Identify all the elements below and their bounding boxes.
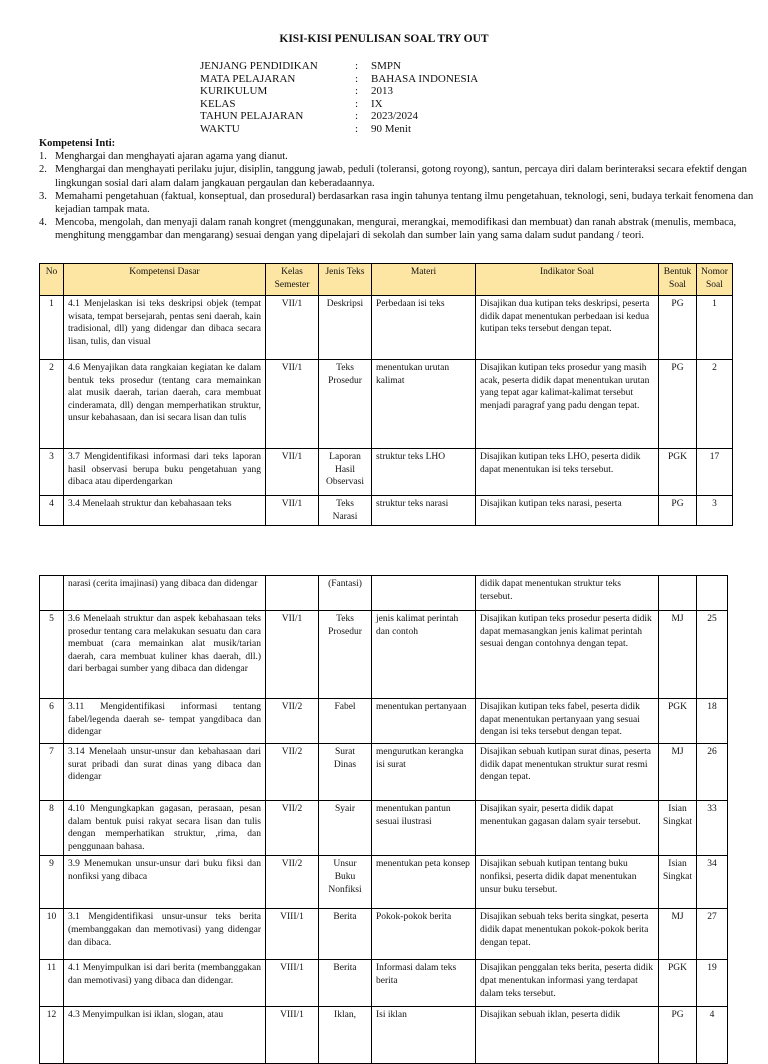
cell-kompetensi-dasar: 3.1 Mengidentifikasi unsur-unsur teks berita (membanggakan dan memotivasi) yang didengar dan dibaca. (64, 909, 266, 960)
kompetensi-item (39, 190, 759, 216)
cell-no: 12 (40, 1007, 64, 1064)
table-row (40, 960, 728, 1007)
cell-materi: menentukan pertanyaan (372, 699, 476, 744)
cell-nomor-soal: 19 (697, 960, 728, 1007)
cell-indikator-soal: didik dapat menentukan struktur teks tersebut. (476, 576, 659, 611)
header-kelas-semester: Kelas Semester (266, 264, 319, 296)
meta-key: TAHUN PELAJARAN (200, 110, 304, 123)
cell-bentuk-soal: PG (659, 496, 697, 526)
kompetensi-item (39, 150, 759, 163)
cell-kompetensi-dasar: 3.14 Menelaah unsur-unsur dan kebahasaan dari surat pribadi dan surat dinas yang dibaca dan didengar (64, 744, 266, 801)
table-row (40, 449, 733, 496)
cell-bentuk-soal: PGK (659, 960, 697, 1007)
header-jenis-teks: Jenis Teks (319, 264, 372, 296)
kompetensi-heading: Kompetensi Inti: (39, 138, 116, 149)
cell-materi: Isi iklan (372, 1007, 476, 1064)
cell-indikator-soal: Disajikan sebuah iklan, peserta didik (476, 1007, 659, 1064)
cell-kelas-semester: VII/1 (266, 496, 319, 526)
header-no: No (40, 264, 64, 296)
kompetensi-text: Menghargai dan menghayati ajaran agama yang dianut. (55, 151, 288, 163)
cell-kelas-semester: VII/1 (266, 449, 319, 496)
meta-row (200, 73, 478, 86)
meta-row (200, 110, 478, 123)
cell-kelas-semester: VII/2 (266, 856, 319, 909)
cell-nomor-soal: 25 (697, 611, 728, 699)
cell-kelas-semester: VII/1 (266, 360, 319, 449)
cell-jenis-teks: Teks Prosedur (319, 611, 372, 699)
meta-value: 2023/2024 (371, 110, 419, 123)
table-row (40, 611, 728, 699)
cell-bentuk-soal: PGK (659, 699, 697, 744)
cell-bentuk-soal: PG (659, 1007, 697, 1064)
cell-materi: struktur teks LHO (372, 449, 476, 496)
cell-nomor-soal: 3 (697, 496, 733, 526)
cell-no: 8 (40, 801, 64, 856)
cell-kelas-semester: VIII/1 (266, 1007, 319, 1064)
cell-nomor-soal: 18 (697, 699, 728, 744)
cell-jenis-teks: Fabel (319, 699, 372, 744)
kompetensi-inti (39, 137, 759, 243)
table-body (40, 576, 728, 1064)
meta-key: KURIKULUM (200, 85, 268, 98)
cell-bentuk-soal: PGK (659, 449, 697, 496)
cell-jenis-teks: Berita (319, 960, 372, 1007)
table-row (40, 496, 733, 526)
table-header-row (40, 264, 733, 296)
cell-jenis-teks: Teks Narasi (319, 496, 372, 526)
kompetensi-number: 1. (39, 151, 47, 163)
cell-jenis-teks: Unsur Buku Nonfiksi (319, 856, 372, 909)
cell-jenis-teks: Surat Dinas (319, 744, 372, 801)
cell-nomor-soal: 17 (697, 449, 733, 496)
cell-materi (372, 576, 476, 611)
cell-jenis-teks: Laporan Hasil Observasi (319, 449, 372, 496)
kisi-kisi-table (39, 263, 733, 526)
meta-value: BAHASA INDONESIA (371, 72, 479, 85)
cell-nomor-soal: 27 (697, 909, 728, 960)
table-row (40, 744, 728, 801)
cell-kompetensi-dasar: 4.1 Menjelaskan isi teks deskripsi objek (tempat wisata, tempat bersejarah, pentas seni daerah, kain tradisional, dll) yang didengar dan dibaca secara lisan, tulis, dan visual (64, 296, 266, 360)
cell-jenis-teks: Deskripsi (319, 296, 372, 360)
kompetensi-item (39, 163, 759, 189)
kisi-kisi-table-continued (39, 575, 728, 1064)
cell-nomor-soal (697, 576, 728, 611)
cell-kelas-semester: VIII/1 (266, 960, 319, 1007)
cell-kompetensi-dasar: 3.9 Menemukan unsur-unsur dari buku fiksi dan nonfiksi yang dibaca (64, 856, 266, 909)
cell-indikator-soal: Disajikan kutipan teks prosedur peserta didik dapat memasangkan jenis kalimat perintah sesuai dengan contohnya dengan tepat. (476, 611, 659, 699)
cell-bentuk-soal: MJ (659, 611, 697, 699)
meta-colon: : (355, 97, 359, 110)
table-row (40, 296, 733, 360)
cell-no: 3 (40, 449, 64, 496)
cell-bentuk-soal: PG (659, 360, 697, 449)
cell-materi: menentukan pantun sesuai ilustrasi (372, 801, 476, 856)
meta-key: WAKTU (200, 122, 240, 135)
cell-bentuk-soal: MJ (659, 909, 697, 960)
document-meta (200, 60, 478, 136)
kompetensi-number: 2. (39, 164, 47, 176)
cell-no: 2 (40, 360, 64, 449)
meta-key: KELAS (200, 97, 236, 110)
table-row (40, 909, 728, 960)
meta-value: 2013 (371, 85, 393, 98)
cell-nomor-soal: 34 (697, 856, 728, 909)
meta-key: JENJANG PENDIDIKAN (200, 60, 318, 72)
kompetensi-text: Menghargai dan menghayati perilaku jujur, disiplin, tanggung jawab, peduli (toleransi, gotong royong), santun, percaya diri dalam berinteraksi secara efektif dengan lingkungan sosial dari alam dalam jangkauan pergaulan dan keberadaannya. (55, 164, 747, 189)
table-row (40, 360, 733, 449)
cell-jenis-teks: Syair (319, 801, 372, 856)
cell-jenis-teks: Teks Prosedur (319, 360, 372, 449)
cell-materi: menentukan urutan kalimat (372, 360, 476, 449)
cell-nomor-soal: 33 (697, 801, 728, 856)
cell-materi: Pokok-pokok berita (372, 909, 476, 960)
cell-nomor-soal: 2 (697, 360, 733, 449)
cell-kelas-semester: VII/1 (266, 296, 319, 360)
cell-materi: Informasi dalam teks berita (372, 960, 476, 1007)
header-nomor-soal: Nomor Soal (697, 264, 733, 296)
header-bentuk-soal: Bentuk Soal (659, 264, 697, 296)
cell-kompetensi-dasar: 4.10 Mengungkapkan gagasan, perasaan, pesan dalam bentuk puisi rakyat secara lisan dan tulis dengan memperhatikan struktur, ,rima, dan penggunaan bahasa. (64, 801, 266, 856)
cell-no: 1 (40, 296, 64, 360)
meta-row (200, 98, 478, 111)
table-row (40, 801, 728, 856)
meta-colon: : (355, 60, 359, 72)
kompetensi-item (39, 216, 759, 242)
cell-materi: Perbedaan isi teks (372, 296, 476, 360)
cell-jenis-teks: Iklan, (319, 1007, 372, 1064)
cell-no: 5 (40, 611, 64, 699)
table-row (40, 1007, 728, 1064)
cell-indikator-soal: Disajikan dua kutipan teks deskripsi, peserta didik dapat menentukan perbedaan isi kedua kutipan teks tersebut dengan tepat. (476, 296, 659, 360)
cell-indikator-soal: Disajikan kutipan teks LHO, peserta didik dapat menentukan isi teks tersebut. (476, 449, 659, 496)
meta-value: 90 Menit (371, 122, 412, 135)
cell-jenis-teks: Berita (319, 909, 372, 960)
cell-indikator-soal: Disajikan sebuah kutipan surat dinas, peserta didik dapat menentukan struktur surat resmi dengan tepat. (476, 744, 659, 801)
meta-key: MATA PELAJARAN (200, 72, 296, 85)
header-kompetensi-dasar: Kompetensi Dasar (64, 264, 266, 296)
cell-nomor-soal: 1 (697, 296, 733, 360)
kompetensi-text: Memahami pengetahuan (faktual, konseptual, dan prosedural) berdasarkan rasa ingin tahunya tentang ilmu pengetahuan, teknologi, seni, budaya terkait fenomena dan kejadian tampak mata. (55, 190, 754, 216)
cell-indikator-soal: Disajikan kutipan teks narasi, peserta (476, 496, 659, 526)
document-title: KISI-KISI PENULISAN SOAL TRY OUT (279, 33, 489, 45)
cell-bentuk-soal: Isian Singkat (659, 856, 697, 909)
cell-indikator-soal: Disajikan sebuah kutipan tentang buku nonfiksi, peserta didik dapat menentukan unsur buku tersebut. (476, 856, 659, 909)
meta-row (200, 85, 478, 98)
meta-value: SMPN (371, 60, 401, 72)
header-indikator-soal: Indikator Soal (476, 264, 659, 296)
cell-indikator-soal: Disajikan kutipan teks fabel, peserta didik dapat menentukan pertanyaan yang sesuai dengan isi teks tersebut dengan tepat. (476, 699, 659, 744)
meta-row (200, 60, 478, 73)
meta-row (200, 123, 478, 136)
cell-kelas-semester: VII/1 (266, 611, 319, 699)
cell-bentuk-soal: Isian Singkat (659, 801, 697, 856)
cell-indikator-soal: Disajikan syair, peserta didik dapat menentukan gagasan dalam syair tersebut. (476, 801, 659, 856)
meta-value: IX (371, 97, 383, 110)
cell-kelas-semester (266, 576, 319, 611)
header-materi: Materi (372, 264, 476, 296)
cell-kelas-semester: VII/2 (266, 801, 319, 856)
meta-colon: : (355, 85, 359, 98)
cell-kompetensi-dasar: 3.4 Menelaah struktur dan kebahasaan teks (64, 496, 266, 526)
cell-materi: jenis kalimat perintah dan contoh (372, 611, 476, 699)
cell-kompetensi-dasar: narasi (cerita imajinasi) yang dibaca dan didengar (64, 576, 266, 611)
cell-bentuk-soal: PG (659, 296, 697, 360)
cell-kompetensi-dasar: 4.3 Menyimpulkan isi iklan, slogan, atau (64, 1007, 266, 1064)
cell-indikator-soal: Disajikan sebuah teks berita singkat, peserta didik dapat menentukan pokok-pokok berita dengan tepat. (476, 909, 659, 960)
cell-no: 6 (40, 699, 64, 744)
cell-no: 10 (40, 909, 64, 960)
kompetensi-text: Mencoba, mengolah, dan menyaji dalam ranah kongret (menggunakan, mengurai, merangkai, memodifikasi dan membuat) dan ranah abstrak (menulis, membaca, menghitung menggambar dan mengarang) sesuai dengan yang dipelajari di sekolah dan sumber lain yang sama dalam sudut pandang / teori. (55, 217, 737, 242)
cell-kompetensi-dasar: 4.6 Menyajikan data rangkaian kegiatan ke dalam bentuk teks prosedur (tentang cara memainkan alat musik daerah, tarian daerah, cara membuat cinderamata, dll) dengan memperhatikan struktur, unsur kebahasaan, dan isi secara lisan dan tulis (64, 360, 266, 449)
cell-no: 9 (40, 856, 64, 909)
meta-colon: : (355, 72, 359, 85)
cell-bentuk-soal (659, 576, 697, 611)
cell-materi: mengurutkan kerangka isi surat (372, 744, 476, 801)
table-row (40, 699, 728, 744)
cell-bentuk-soal: MJ (659, 744, 697, 801)
table-row (40, 576, 728, 611)
table-body (40, 296, 733, 526)
cell-kompetensi-dasar: 4.1 Menyimpulkan isi dari berita (membanggakan dan memotivasi) yang dibaca dan didengar. (64, 960, 266, 1007)
meta-colon: : (355, 122, 359, 135)
cell-kelas-semester: VII/2 (266, 699, 319, 744)
cell-kompetensi-dasar: 3.7 Mengidentifikasi informasi dari teks laporan hasil observasi berupa buku pengetahuan yang dibaca atau diperdengarkan (64, 449, 266, 496)
cell-jenis-teks: (Fantasi) (319, 576, 372, 611)
cell-nomor-soal: 26 (697, 744, 728, 801)
cell-materi: menentukan peta konsep (372, 856, 476, 909)
cell-no: 11 (40, 960, 64, 1007)
cell-indikator-soal: Disajikan kutipan teks prosedur yang masih acak, peserta didik dapat menentukan urutan yang tepat agar kalimat-kalimat tersebut menjadi paragraf yang padu dengan tepat. (476, 360, 659, 449)
cell-kompetensi-dasar: 3.6 Menelaah struktur dan aspek kebahasaan teks prosedur tentang cara melakukan sesuatu dan cara membuat (cara memainkan alat musik/tarian daerah, cara membuat kuliner khas daerah, dll.) dari berbagai sumber yang dibaca dan didengar (64, 611, 266, 699)
cell-kompetensi-dasar: 3.11 Mengidentifikasi informasi tentang fabel/legenda daerah se- tempat yangdibaca dan didengar (64, 699, 266, 744)
cell-nomor-soal: 4 (697, 1007, 728, 1064)
cell-no: 7 (40, 744, 64, 801)
cell-no: 4 (40, 496, 64, 526)
kompetensi-number: 3. (39, 190, 47, 202)
cell-indikator-soal: Disajikan penggalan teks berita, peserta didik dpat menentukan informasi yang terdapat dalam teks tersebut. (476, 960, 659, 1007)
cell-kelas-semester: VII/2 (266, 744, 319, 801)
cell-kelas-semester: VIII/1 (266, 909, 319, 960)
kompetensi-number: 4. (39, 217, 47, 229)
table-row (40, 856, 728, 909)
cell-materi: struktur teks narasi (372, 496, 476, 526)
cell-no (40, 576, 64, 611)
meta-colon: : (355, 110, 359, 123)
